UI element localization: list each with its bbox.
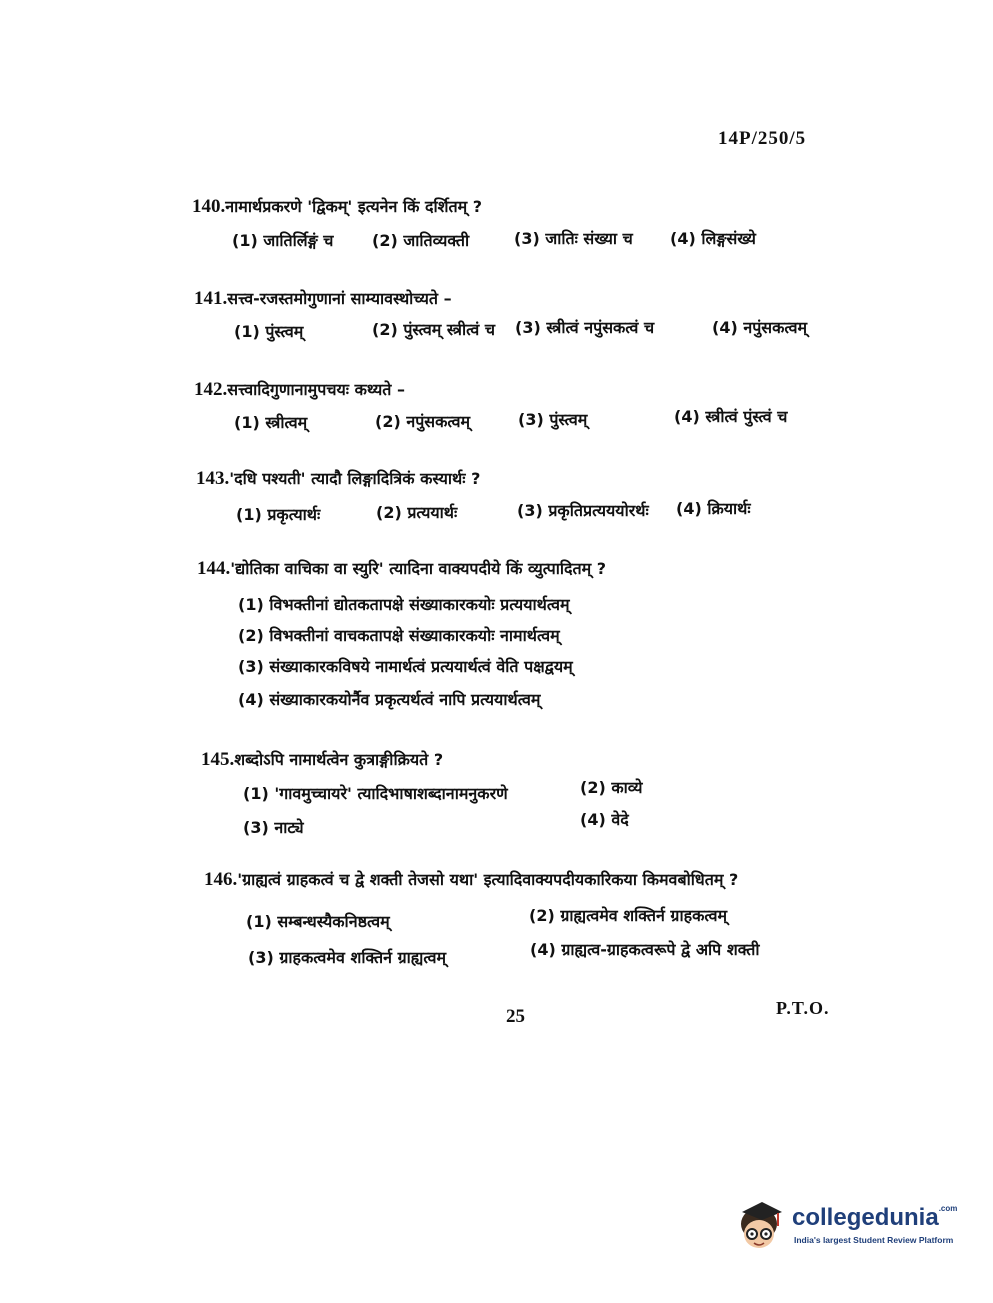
mascot-icon: [732, 1194, 790, 1256]
question-text: सत्त्व-रजस्तमोगुणानां साम्यावस्थोच्यते –: [227, 289, 452, 308]
question-140: [192, 195, 482, 218]
question-number: 142.: [194, 379, 228, 400]
question-146: [204, 868, 738, 891]
logo-suffix: .com: [938, 1204, 958, 1213]
option: (2) ग्राह्यत्वमेव शक्तिर्न ग्राहकत्वम्: [529, 906, 728, 925]
option: (2) जातिव्यक्ती: [372, 231, 470, 250]
question-142: [194, 378, 405, 401]
logo-wordmark: [792, 1204, 957, 1232]
question-number: 146.: [204, 869, 238, 890]
question-number: 141.: [194, 288, 228, 309]
question-145: [201, 748, 443, 771]
question-number: 144.: [197, 558, 231, 579]
pto-label: P.T.O.: [776, 998, 830, 1018]
option: (3) पुंस्त्वम्: [518, 410, 588, 429]
option: (3) जातिः संख्या च: [514, 229, 633, 248]
question-text: नामार्थप्रकरणे 'द्विकम्' इत्यनेन किं दर्शितम् ?: [225, 197, 483, 216]
option: (3) संख्याकारकविषये नामार्थत्वं प्रत्ययार्थत्वं वेति पक्षद्वयम्: [238, 657, 573, 676]
option: (1) सम्बन्धस्यैकनिष्ठत्वम्: [246, 912, 390, 931]
page-number: 25: [506, 1006, 525, 1027]
option: (3) स्त्रीत्वं नपुंसकत्वं च: [515, 318, 655, 337]
question-number: 143.: [196, 468, 230, 489]
option: (4) वेदे: [580, 810, 629, 829]
question-number: 145.: [201, 749, 235, 770]
option: (3) प्रकृतिप्रत्यययोरर्थः: [517, 501, 649, 520]
option: (4) लिङ्गसंख्ये: [670, 229, 756, 248]
option: (1) विभक्तीनां द्योतकतापक्षे संख्याकारकयोः प्रत्ययार्थत्वम्: [238, 595, 570, 614]
option: (4) नपुंसकत्वम्: [712, 318, 808, 337]
option: (4) क्रियार्थः: [676, 499, 751, 518]
logo-tagline: India's largest Student Review Platform: [794, 1235, 954, 1245]
option: (2) विभक्तीनां वाचकतापक्षे संख्याकारकयोः नामार्थत्वम्: [238, 626, 560, 645]
option: (1) स्त्रीत्वम्: [234, 413, 308, 432]
question-text: 'दधि पश्यती' त्यादौ लिङ्गादित्रिकं कस्यार्थः ?: [229, 469, 481, 488]
question-144: [197, 557, 606, 580]
question-text: शब्दोऽपि नामार्थत्वेन कुत्राङ्गीक्रियते ?: [234, 750, 444, 769]
option: (4) संख्याकारकयोर्नैव प्रकृत्यर्थत्वं नापि प्रत्ययार्थत्वम्: [238, 690, 541, 709]
option: (2) पुंस्त्वम् स्त्रीत्वं च: [372, 320, 495, 339]
option: (3) ग्राहकत्वमेव शक्तिर्न ग्राह्यत्वम्: [248, 948, 447, 967]
question-text: 'द्योतिका वाचिका वा स्युरि' त्यादिना वाक्यपदीये किं व्युत्पादितम् ?: [230, 559, 607, 578]
question-text: 'ग्राह्यत्वं ग्राहकत्वं च द्वे शक्ती तेजसो यथा' इत्यादिवाक्यपदीयकारिकया किमवबोधितम् ?: [237, 870, 739, 889]
question-text: सत्त्वादिगुणानामुपचयः कथ्यते –: [227, 380, 405, 399]
option: (1) पुंस्त्वम्: [234, 322, 304, 341]
option: (2) प्रत्ययार्थः: [376, 503, 458, 522]
logo-name: collegedunia: [792, 1204, 939, 1231]
collegedunia-logo[interactable]: [732, 1190, 962, 1260]
option: (2) नपुंसकत्वम्: [375, 412, 471, 431]
option: (4) स्त्रीत्वं पुंस्त्वं च: [674, 407, 788, 426]
option: (1) जातिर्लिङ्गं च: [232, 231, 334, 250]
option: (1) 'गावमुच्चायरे' त्यादिभाषाशब्दानामनुकरणे: [243, 784, 508, 803]
option: (3) नाट्ये: [243, 818, 304, 837]
option: (4) ग्राह्यत्व-ग्राहकत्वरूपे द्वे अपि शक्ती: [530, 940, 760, 959]
question-141: [194, 287, 452, 310]
option: (2) काव्ये: [580, 778, 643, 797]
question-143: [196, 467, 480, 490]
question-number: 140.: [192, 196, 226, 217]
page-code: 14P/250/5: [718, 128, 807, 149]
option: (1) प्रकृत्यार्थः: [236, 505, 321, 524]
